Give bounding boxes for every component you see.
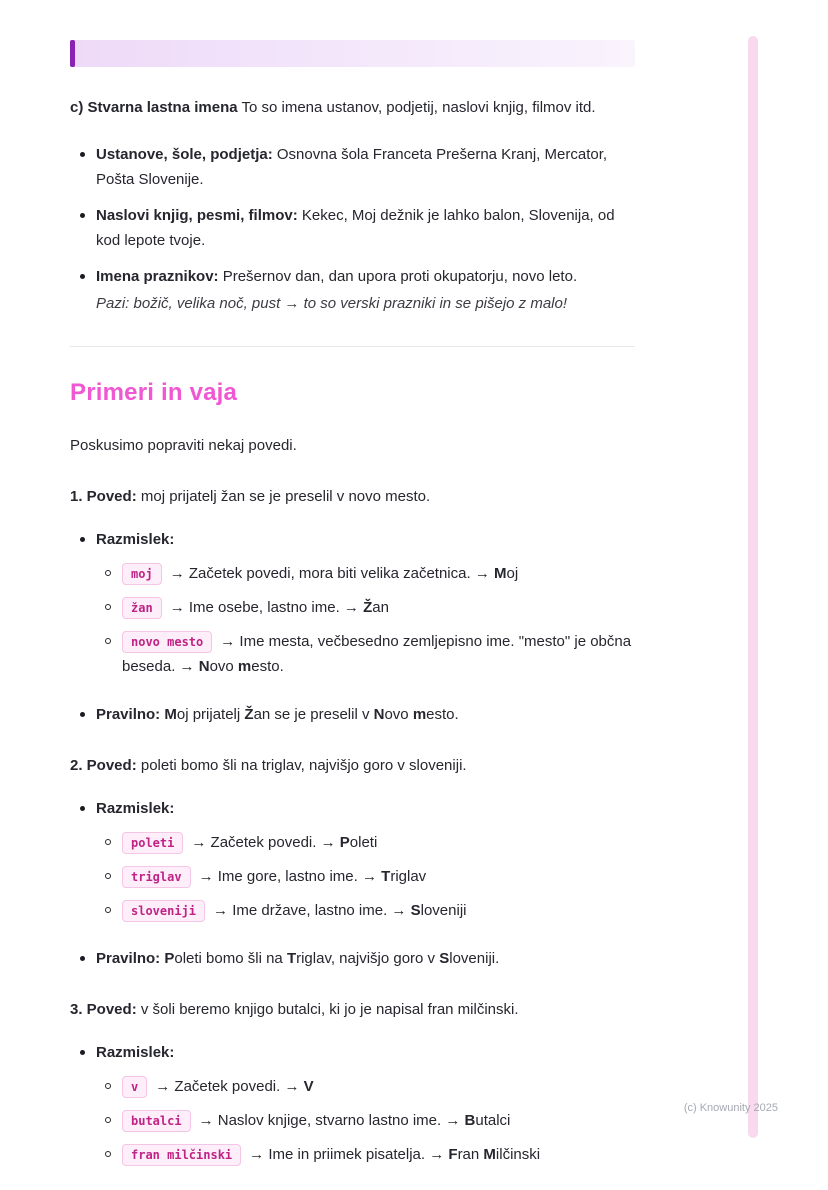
step-item: [96, 629, 635, 679]
step-item: [96, 898, 635, 923]
list-item: [70, 142, 635, 192]
code-chip: v: [122, 1076, 147, 1098]
razmislek-label: Razmislek:: [96, 531, 175, 548]
circle-bullet-icon: [105, 1151, 111, 1157]
pravilno-text: Pravilno: Moj prijatelj Žan se je preselil v Novo mesto.: [96, 706, 459, 723]
bullet-icon: [80, 806, 85, 811]
section-title: Primeri in vaja: [70, 379, 238, 406]
razmislek-item: [70, 796, 635, 932]
circle-bullet-icon: [105, 1083, 111, 1089]
example-sentence: 1. Poved: moj prijatelj žan se je preselil v novo mesto.: [70, 488, 431, 505]
razmislek-item: [70, 1040, 635, 1176]
bullet-icon: [80, 956, 85, 961]
circle-bullet-icon: [105, 873, 111, 879]
razmislek-label: Razmislek:: [96, 800, 175, 817]
circle-bullet-icon: [105, 839, 111, 845]
bullet-note: Pazi: božič, velika noč, pust → to so verski prazniki in se pišejo z malo!: [96, 295, 568, 312]
step-item: [96, 1108, 635, 1133]
step-list: [96, 1074, 635, 1167]
example-list: [70, 1040, 635, 1176]
intro-bullet-list: [70, 142, 635, 316]
circle-bullet-icon: [105, 570, 111, 576]
document-content: [70, 40, 635, 1190]
example-sentence: 3. Poved: v šoli beremo knjigo butalci, ki jo je napisal fran milčinski.: [70, 1001, 519, 1018]
example-list: [70, 527, 635, 727]
bullet-icon: [80, 274, 85, 279]
pravilno-item: [70, 702, 635, 727]
step-text: → Ime države, lastno ime. → Sloveniji: [213, 902, 467, 919]
step-text: → Začetek povedi, mora biti velika začetnica. → Moj: [169, 565, 519, 582]
code-chip: sloveniji: [122, 900, 205, 922]
banner-accent-bar: [70, 40, 75, 67]
list-item: [70, 264, 635, 316]
bullet-text: Naslovi knjig, pesmi, filmov: Kekec, Moj dežnik je lahko balon, Slovenija, od kod lepote tvoje.: [96, 207, 615, 249]
razmislek-item: [70, 527, 635, 688]
bullet-icon: [80, 152, 85, 157]
bullet-icon: [80, 712, 85, 717]
step-item: [96, 864, 635, 889]
example-sentence: 2. Poved: poleti bomo šli na triglav, najvišjo goro v sloveniji.: [70, 757, 467, 774]
page-edge-decoration: [748, 36, 758, 1138]
razmislek-label: Razmislek:: [96, 1044, 175, 1061]
example-list: [70, 796, 635, 971]
pravilno-text: Pravilno: Poleti bomo šli na Triglav, najvišjo goro v Sloveniji.: [96, 950, 500, 967]
step-list: [96, 561, 635, 679]
step-text: → Začetek povedi. → V: [155, 1078, 314, 1095]
bullet-icon: [80, 1050, 85, 1055]
section-banner: [70, 40, 635, 67]
step-list: [96, 830, 635, 923]
bullet-text: Imena praznikov: Prešernov dan, dan upora proti okupatorju, novo leto.: [96, 268, 578, 285]
pravilno-item: [70, 946, 635, 971]
circle-bullet-icon: [105, 907, 111, 913]
step-item: [96, 561, 635, 586]
circle-bullet-icon: [105, 1117, 111, 1123]
code-chip: butalci: [122, 1110, 191, 1132]
code-chip: moj: [122, 563, 162, 585]
section-divider: [70, 346, 635, 347]
step-text: → Začetek povedi. → Poleti: [191, 834, 378, 851]
bullet-icon: [80, 213, 85, 218]
step-item: [96, 595, 635, 620]
section-lead: Poskusimo popraviti nekaj povedi.: [70, 437, 297, 454]
step-text: → Ime osebe, lastno ime. → Žan: [169, 599, 389, 616]
step-text: → Naslov knjige, stvarno lastno ime. → Butalci: [198, 1112, 511, 1129]
code-chip: novo mesto: [122, 631, 212, 653]
list-item: [70, 203, 635, 253]
step-text: → Ime gore, lastno ime. → Triglav: [198, 868, 427, 885]
code-chip: fran milčinski: [122, 1144, 241, 1166]
step-item: [96, 830, 635, 855]
circle-bullet-icon: [105, 638, 111, 644]
step-text: → Ime mesta, večbesedno zemljepisno ime. "mesto" je občna beseda. → Novo mesto.: [122, 633, 632, 675]
code-chip: poleti: [122, 832, 183, 854]
intro-paragraph: c) Stvarna lastna imena To so imena ustanov, podjetij, naslovi knjig, filmov itd.: [70, 99, 596, 116]
step-item: [96, 1074, 635, 1099]
bullet-icon: [80, 537, 85, 542]
step-item: [96, 1142, 635, 1167]
copyright-watermark: (c) Knowunity 2025: [683, 1102, 778, 1114]
code-chip: žan: [122, 597, 162, 619]
circle-bullet-icon: [105, 604, 111, 610]
code-chip: triglav: [122, 866, 191, 888]
step-text: → Ime in priimek pisatelja. → Fran Milčinski: [249, 1146, 541, 1163]
bullet-text: Ustanove, šole, podjetja: Osnovna šola Franceta Prešerna Kranj, Mercator, Pošta Slovenije.: [96, 146, 608, 188]
